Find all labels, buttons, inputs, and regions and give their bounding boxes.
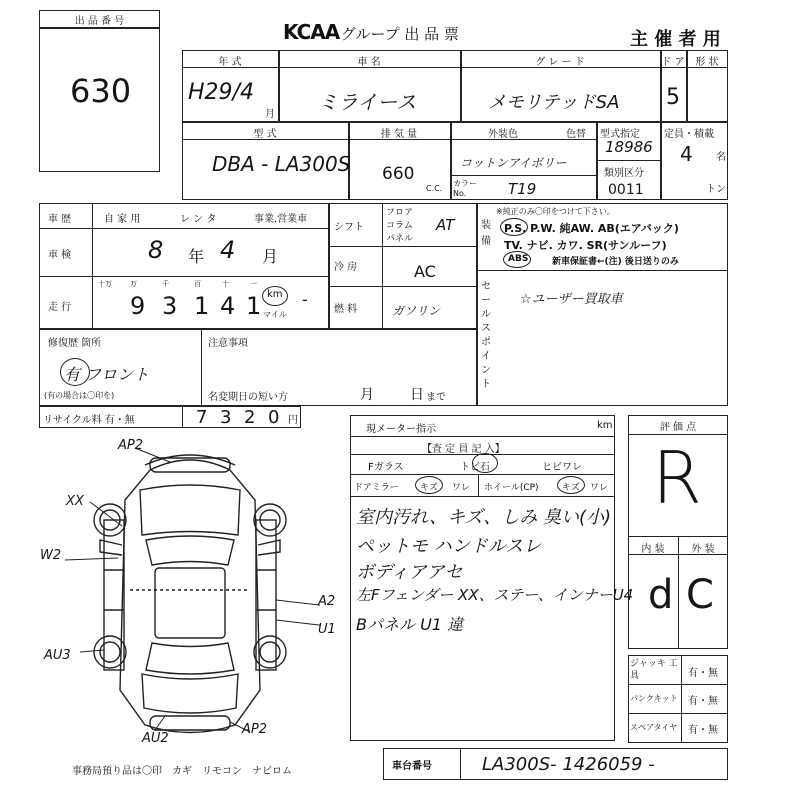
inspector-header: 【査 定 員 記 入】	[422, 444, 505, 455]
sales-point-label: セールスポイント	[481, 281, 491, 390]
mileage-digit-1: 9	[130, 292, 146, 320]
ac-label: 冷 房	[334, 262, 358, 273]
repair-note: (有の場合は〇印を)	[44, 391, 115, 400]
door-mirror-label: ドアミラー	[354, 483, 399, 493]
row2-div2	[450, 122, 452, 200]
row2-mid	[596, 160, 660, 161]
equip-col	[477, 203, 478, 406]
ps-circle	[500, 218, 528, 236]
wheel-scratch-circle	[557, 476, 585, 494]
wheel-label: ホイール(CP)	[484, 483, 539, 493]
equipment-line2: TV. ナビ. カワ. SR(サンルーフ)	[504, 239, 667, 252]
organizer-label: 主 催 者 用	[630, 29, 721, 50]
recycle-digit-3: 2	[244, 407, 256, 428]
inspector-note-1: 室内汚れ、キズ、しみ 臭い(小)	[356, 507, 612, 528]
mark-ap2-top: AP2	[118, 438, 144, 453]
mileage-dash: -	[302, 290, 308, 309]
floor-label: フロア	[386, 208, 414, 218]
color-no-label: カラー No.	[453, 179, 477, 198]
capacity-label: 定員・積載	[664, 129, 714, 140]
deadline-label: 名変期日の短い方	[208, 392, 288, 403]
class-label: 類別区分	[604, 168, 644, 179]
class-value: 0011	[608, 182, 644, 198]
color-change-label: 色替	[566, 129, 586, 140]
recycle-unit: 円	[288, 415, 298, 426]
grade-value: メモリテッドSA	[488, 92, 620, 113]
shift-value: AT	[436, 216, 455, 234]
deadline-until: まで	[426, 392, 446, 403]
inspector-note-3: ボディアアセ	[356, 562, 463, 583]
spec-line2	[329, 286, 477, 287]
inspector-col	[478, 474, 479, 496]
inspector-note-4: 左Fフェンダー XX、ステー、インナーU4	[356, 586, 634, 604]
lot-label: 出 品 番 号	[74, 16, 125, 27]
tools-line1	[628, 684, 728, 685]
inspector-note-5: Bパネル U1 違	[356, 615, 464, 634]
type-spec-label: 型式指定	[600, 129, 640, 140]
f-glass-label: Fガラス	[368, 462, 404, 473]
row2-div4	[660, 122, 662, 200]
evaluation-label: 評 価 点	[659, 422, 697, 433]
mirror-ware: ワレ	[452, 483, 471, 493]
ton-unit: トン	[706, 184, 726, 195]
jack-option: 有・無	[688, 668, 718, 679]
mileage-unit-4: 十	[222, 280, 229, 288]
inspector-line2	[350, 474, 615, 475]
equipment-line1: P.S. P.W. 純AW. AB(エアバック)	[504, 222, 679, 235]
mark-xx: XX	[66, 494, 84, 509]
puncture-label: パンクキット	[630, 694, 678, 703]
evaluation-value: R	[652, 436, 703, 520]
exterior-label: 外装色	[488, 129, 518, 140]
mileage-unit-5: 一	[250, 280, 257, 288]
exterior-value: コットンアイボリー	[460, 156, 567, 170]
wheel-ware: ワレ	[590, 483, 609, 493]
spec-line1	[329, 246, 477, 247]
chassis-value: LA300S- 1426059 -	[482, 754, 655, 775]
form-title: .グループ 出 品 票	[336, 25, 459, 43]
cc-unit: C.C.	[426, 184, 443, 193]
repair-col	[201, 329, 202, 406]
year-value: H29/4	[188, 80, 254, 105]
history-private: 自 家 用	[104, 214, 141, 225]
inspection-year: 8	[148, 236, 164, 264]
color-no-value: T19	[508, 180, 537, 198]
kcaa-logo: KCAA	[283, 20, 340, 44]
grade-label: グ レ ー ド	[535, 57, 585, 68]
spec-col	[382, 203, 383, 329]
tools-col	[681, 655, 682, 743]
inspection-year-unit: 年	[188, 247, 205, 266]
equipment-label: 装備	[481, 220, 491, 247]
door-label: ド ア	[661, 57, 685, 68]
mileage-unit-1: 万	[130, 280, 137, 288]
capacity-unit: 名	[716, 152, 726, 163]
fuel-label: 燃 料	[334, 304, 358, 315]
inspection-month-unit: 月	[262, 247, 279, 266]
recycle-digit-2: 3	[220, 407, 232, 428]
recycle-digit-4: 0	[268, 407, 280, 428]
row2-color-line	[450, 175, 596, 176]
inspector-note-2: ペットモ ハンドルスレ	[356, 536, 542, 557]
history-line2	[39, 276, 329, 277]
deadline-month: 月	[360, 387, 374, 403]
type-spec-value: 18986	[605, 138, 653, 156]
lot-number: 630	[70, 72, 132, 110]
tobi-circle	[472, 453, 498, 473]
model-value: DBA - LA300S	[212, 152, 351, 176]
mark-au3: AU3	[44, 648, 71, 663]
month-unit: 月	[265, 109, 275, 120]
wheel-scratch: キズ	[562, 483, 580, 493]
meter-unit: km	[597, 420, 613, 431]
interior-label: 内 装	[641, 544, 665, 555]
inspection-month: 4	[220, 236, 236, 264]
abs-label: ABS	[508, 254, 529, 264]
inspection-label: 車 検	[48, 250, 72, 261]
meter-line	[350, 436, 615, 437]
jack-label: ジャッキ 工具	[630, 659, 678, 681]
ac-value: AC	[414, 262, 436, 281]
mark-u1: U1	[318, 622, 336, 637]
mileage-digit-2: 3	[162, 292, 178, 320]
recycle-col	[182, 406, 183, 428]
year-label: 年 式	[218, 57, 242, 68]
shift-label: シフト	[334, 222, 364, 233]
km-label: km	[267, 289, 283, 300]
mileage-unit-2: 千	[162, 280, 169, 288]
repair-circle	[60, 358, 90, 386]
mark-a2: A2	[318, 594, 336, 609]
interior-value: d	[648, 572, 674, 618]
history-col	[92, 203, 93, 329]
deadline-day: 日	[410, 387, 424, 403]
meter-label: 現メーター指示	[366, 424, 436, 435]
chassis-col	[460, 748, 461, 780]
history-label: 車 歴	[48, 214, 72, 225]
door-value: 5	[666, 85, 680, 110]
mark-w2: W2	[40, 548, 62, 563]
warranty-label: 新車保証書←(注) 後日送りのみ	[552, 257, 679, 267]
mark-ap2-bottom: AP2	[242, 722, 268, 737]
chassis-label: 車台番号	[392, 761, 432, 772]
mirror-scratch-circle	[415, 476, 443, 494]
mileage-digit-5: 1	[246, 292, 262, 320]
abs-circle	[503, 251, 531, 268]
footer-office-items: 事務局預り品は〇印 カギ リモコン ナビロム	[72, 766, 292, 777]
displacement-value: 660	[382, 164, 415, 184]
car-label: 車 名	[357, 57, 381, 68]
mirror-scratch: キズ	[420, 483, 438, 493]
recycle-digit-1: 7	[196, 407, 208, 428]
displacement-label: 排 気 量	[380, 129, 418, 140]
history-line1	[39, 228, 329, 229]
car-name-value: ミライース	[318, 90, 417, 114]
inspector-line3	[350, 496, 615, 497]
history-business: 事業.営業車	[254, 214, 308, 225]
repair-label: 修復歴 箇所	[48, 338, 102, 349]
mileage-digit-3: 1	[194, 292, 210, 320]
spare-label: スペアタイヤ	[630, 723, 678, 732]
tools-line2	[628, 713, 728, 714]
caution-label: 注意事項	[208, 338, 248, 349]
mark-au2: AU2	[142, 731, 169, 746]
equipment-note: ※純正のみ〇印をつけて下さい。	[496, 207, 615, 216]
repair-value: 有 フロント	[64, 365, 150, 384]
equip-line	[477, 270, 728, 271]
exterior-value-grade: C	[686, 572, 714, 618]
puncture-option: 有・無	[688, 696, 718, 707]
shape-label: 形 状	[695, 57, 719, 68]
model-label: 型 式	[253, 129, 277, 140]
mileage-unit-3: 百	[194, 280, 201, 288]
panel-label: パネル	[386, 234, 414, 244]
capacity-value: 4	[680, 142, 693, 166]
car-diagram	[60, 440, 320, 740]
history-rental: レ ン タ	[180, 214, 217, 225]
lot-divider	[39, 27, 160, 29]
eval-line1	[628, 434, 728, 435]
tobi-ishi-label: トビ石	[460, 462, 490, 473]
exterior-eval-label: 外 装	[691, 544, 715, 555]
mileage-label: 走 行	[48, 302, 72, 313]
sales-point-value: ☆ユーザー買取車	[520, 292, 623, 307]
mile-label: マイル	[263, 310, 287, 319]
recycle-label: リサイクル料 有・無	[43, 415, 135, 426]
row2-div3	[596, 122, 598, 200]
hibiware-label: ヒビワレ	[542, 462, 582, 473]
spare-option: 有・無	[688, 725, 718, 736]
mileage-unit-0: 十万	[98, 280, 112, 288]
column-label: コラム	[386, 221, 413, 231]
mileage-digit-4: 4	[220, 292, 236, 320]
fuel-value: ガソリン	[392, 304, 441, 318]
